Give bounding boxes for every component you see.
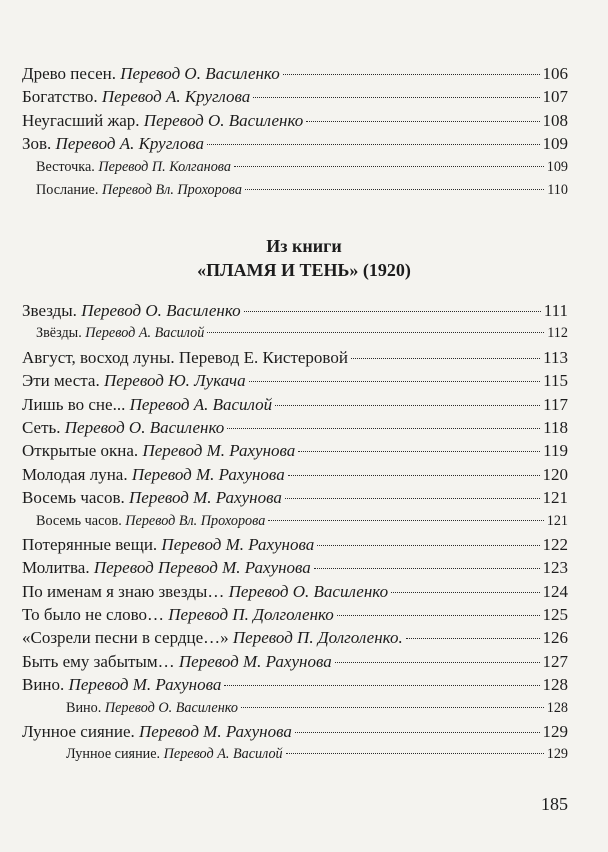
toc-entry-title bbox=[36, 156, 231, 179]
toc-page-number: 127 bbox=[542, 651, 568, 671]
toc-entry bbox=[22, 299, 568, 322]
toc-entry bbox=[22, 580, 568, 603]
toc-page-number: 112 bbox=[547, 325, 568, 342]
toc-entry-title bbox=[22, 85, 250, 108]
toc-entry-title bbox=[22, 673, 221, 696]
toc-page-number: 125 bbox=[542, 605, 568, 625]
poem-title: Август, восход луны. Перевод Е. Кистеровой bbox=[22, 347, 348, 367]
toc-page-number: 108 bbox=[542, 110, 568, 130]
toc-page-number: 107 bbox=[542, 87, 568, 107]
toc-entry bbox=[22, 62, 568, 85]
translator-credit: Перевод О. Василенко bbox=[104, 699, 238, 716]
dot-leader bbox=[244, 311, 541, 312]
poem-title: Эти места. bbox=[22, 371, 104, 391]
translator-credit: Перевод А. Василой bbox=[163, 746, 283, 763]
translator-credit: Перевод Вл. Прохорова bbox=[125, 512, 266, 529]
poem-title: Неугасший жар. bbox=[22, 110, 144, 130]
book-heading-line-2: «ПЛАМЯ И ТЕНЬ» (1920) bbox=[197, 260, 411, 280]
toc-entry bbox=[22, 109, 568, 132]
translator-credit: Перевод А. Василой bbox=[85, 325, 205, 342]
toc-entry-title bbox=[66, 743, 283, 766]
toc-page-number: 122 bbox=[542, 534, 568, 554]
dot-leader bbox=[283, 74, 540, 75]
poem-title: То было не слово… bbox=[22, 605, 169, 625]
toc-section-1 bbox=[22, 62, 568, 202]
dot-leader bbox=[207, 332, 544, 333]
toc-page-number: 109 bbox=[546, 158, 568, 175]
toc-page-number: 111 bbox=[543, 301, 568, 320]
toc-entry bbox=[22, 720, 568, 743]
dot-leader bbox=[234, 166, 544, 167]
poem-title: Послание. bbox=[36, 181, 102, 198]
translator-credit: Перевод Перевод М. Рахунова bbox=[93, 558, 311, 578]
translator-credit: Перевод М. Рахунова bbox=[129, 488, 282, 508]
translator-credit: Перевод А. Василой bbox=[129, 394, 273, 414]
toc-page-number: 129 bbox=[542, 722, 568, 742]
dot-leader bbox=[391, 592, 539, 593]
translator-credit: Перевод М. Рахунова bbox=[68, 675, 222, 695]
dot-leader bbox=[227, 428, 540, 429]
toc-entry-title bbox=[22, 393, 272, 416]
toc-entry bbox=[22, 322, 568, 345]
dot-leader bbox=[286, 753, 544, 754]
toc-entry-title bbox=[22, 720, 292, 743]
toc-entry-title bbox=[22, 346, 348, 369]
toc-entry-title bbox=[36, 179, 242, 202]
dot-leader bbox=[351, 358, 540, 359]
toc-page-number: 115 bbox=[543, 371, 568, 391]
toc-entry bbox=[22, 603, 568, 626]
toc-page-number: 106 bbox=[542, 64, 568, 83]
dot-leader bbox=[317, 545, 539, 546]
toc-entry-title bbox=[22, 580, 388, 603]
toc-page-number: 120 bbox=[542, 464, 568, 484]
toc-entry-title bbox=[66, 697, 238, 720]
poem-title: Сеть. bbox=[22, 417, 65, 437]
toc-entry bbox=[22, 533, 568, 556]
dot-leader bbox=[207, 144, 540, 145]
dot-leader bbox=[268, 520, 543, 521]
toc-page-number: 124 bbox=[542, 581, 568, 601]
toc-entry-title bbox=[22, 132, 204, 155]
toc-entry-title bbox=[22, 463, 285, 486]
translator-credit: Перевод П. Долголенко. bbox=[232, 628, 403, 648]
toc-entry-title bbox=[22, 650, 332, 673]
dot-leader bbox=[275, 405, 540, 406]
toc-entry-title bbox=[36, 510, 265, 533]
toc-entry-title bbox=[22, 533, 314, 556]
dot-leader bbox=[288, 475, 540, 476]
toc-page-number: 126 bbox=[542, 628, 568, 648]
dot-leader bbox=[245, 189, 544, 190]
translator-credit: Перевод Вл. Прохорова bbox=[101, 181, 242, 198]
toc-page-number: 118 bbox=[543, 417, 568, 437]
poem-title: Лунное сияние. bbox=[22, 722, 140, 742]
translator-credit: Перевод М. Рахунова bbox=[131, 464, 285, 484]
translator-credit: Перевод М. Рахунова bbox=[139, 722, 292, 742]
toc-page-number: 119 bbox=[543, 441, 568, 461]
toc-entry bbox=[22, 439, 568, 462]
dot-leader bbox=[306, 121, 539, 122]
toc-entry bbox=[22, 510, 568, 533]
toc-entry bbox=[22, 85, 568, 108]
poem-title: Звёзды. bbox=[36, 325, 86, 342]
toc-page-number: 128 bbox=[546, 699, 568, 716]
toc-entry-title bbox=[22, 556, 311, 579]
translator-credit: Перевод М. Рахунова bbox=[142, 441, 296, 461]
toc-entry-title bbox=[22, 603, 334, 626]
poem-title: Древо песен. bbox=[22, 64, 121, 83]
toc-entry bbox=[22, 626, 568, 649]
translator-credit: Перевод О. Василенко bbox=[64, 417, 225, 437]
toc-entry-title bbox=[22, 299, 241, 322]
dot-leader bbox=[241, 707, 544, 708]
poem-title: Восемь часов. bbox=[22, 488, 129, 508]
dot-leader bbox=[337, 615, 540, 616]
book-heading-line-1: Из книги bbox=[266, 236, 342, 256]
toc-entry bbox=[22, 346, 568, 369]
poem-title: Восемь часов. bbox=[36, 512, 126, 529]
toc-entry bbox=[22, 393, 568, 416]
toc-entry bbox=[22, 369, 568, 392]
toc-entry bbox=[22, 697, 568, 720]
toc-entry bbox=[22, 179, 568, 202]
translator-credit: Перевод А. Круглова bbox=[101, 87, 251, 107]
translator-credit: Перевод О. Василенко bbox=[143, 110, 304, 130]
page-number: 185 bbox=[541, 794, 568, 814]
toc-page-number: 113 bbox=[543, 347, 568, 367]
toc-section-2 bbox=[22, 299, 568, 767]
poem-title: Открытые окна. bbox=[22, 441, 143, 461]
toc-page-number: 129 bbox=[546, 746, 568, 763]
toc-entry bbox=[22, 416, 568, 439]
poem-title: Молитва. bbox=[22, 558, 94, 578]
poem-title: Лунное сияние. bbox=[66, 746, 164, 763]
toc-entry bbox=[22, 556, 568, 579]
translator-credit: Перевод О. Василенко bbox=[228, 581, 389, 601]
poem-title: Молодая луна. bbox=[22, 464, 132, 484]
dot-leader bbox=[314, 568, 540, 569]
toc-entry-title bbox=[36, 322, 204, 345]
poem-title: Богатство. bbox=[22, 87, 102, 107]
toc-page-number: 121 bbox=[542, 488, 568, 508]
dot-leader bbox=[224, 685, 539, 686]
dot-leader bbox=[298, 451, 540, 452]
dot-leader bbox=[335, 662, 540, 663]
translator-credit: Перевод П. Колганова bbox=[98, 158, 231, 175]
poem-title: Вино. bbox=[22, 675, 69, 695]
toc-page-number: 121 bbox=[546, 512, 568, 529]
toc-entry bbox=[22, 673, 568, 696]
toc-entry bbox=[22, 486, 568, 509]
dot-leader bbox=[295, 732, 540, 733]
toc-entry-title bbox=[22, 486, 282, 509]
translator-credit: Перевод О. Василенко bbox=[120, 64, 280, 83]
poem-title: Весточка. bbox=[36, 158, 99, 175]
toc-entry-title bbox=[22, 62, 280, 85]
toc-page-number: 110 bbox=[547, 181, 568, 198]
dot-leader bbox=[253, 97, 539, 98]
toc-entry bbox=[22, 463, 568, 486]
dot-leader bbox=[406, 638, 540, 639]
translator-credit: Перевод Ю. Лукача bbox=[103, 371, 246, 391]
poem-title: Звезды. bbox=[22, 301, 82, 320]
poem-title: Вино. bbox=[66, 699, 105, 716]
toc-entry bbox=[22, 132, 568, 155]
toc-entry bbox=[22, 743, 568, 766]
toc-entry bbox=[22, 650, 568, 673]
translator-credit: Перевод М. Рахунова bbox=[178, 651, 332, 671]
poem-title: «Созрели песни в сердце…» bbox=[22, 628, 233, 648]
dot-leader bbox=[285, 498, 540, 499]
toc-entry-title bbox=[22, 439, 295, 462]
toc-page-number: 123 bbox=[542, 558, 568, 578]
translator-credit: Перевод О. Василенко bbox=[81, 301, 241, 320]
toc-page-number: 117 bbox=[543, 394, 568, 414]
toc-entry-title bbox=[22, 369, 246, 392]
poem-title: Потерянные вещи. bbox=[22, 534, 162, 554]
poem-title: Быть ему забытым… bbox=[22, 651, 179, 671]
toc-entry bbox=[22, 156, 568, 179]
toc-entry-title bbox=[22, 109, 303, 132]
toc-entry-title bbox=[22, 416, 224, 439]
toc-entry-title bbox=[22, 626, 403, 649]
toc-page-number: 128 bbox=[542, 675, 568, 695]
translator-credit: Перевод П. Долголенко bbox=[168, 605, 334, 625]
dot-leader bbox=[249, 381, 540, 382]
poem-title: По именам я знаю звезды… bbox=[22, 581, 229, 601]
translator-credit: Перевод М. Рахунова bbox=[161, 534, 315, 554]
translator-credit: Перевод А. Круглова bbox=[55, 134, 204, 154]
poem-title: Лишь во сне... bbox=[22, 394, 130, 414]
toc-page-number: 109 bbox=[542, 134, 568, 154]
poem-title: Зов. bbox=[22, 134, 56, 154]
